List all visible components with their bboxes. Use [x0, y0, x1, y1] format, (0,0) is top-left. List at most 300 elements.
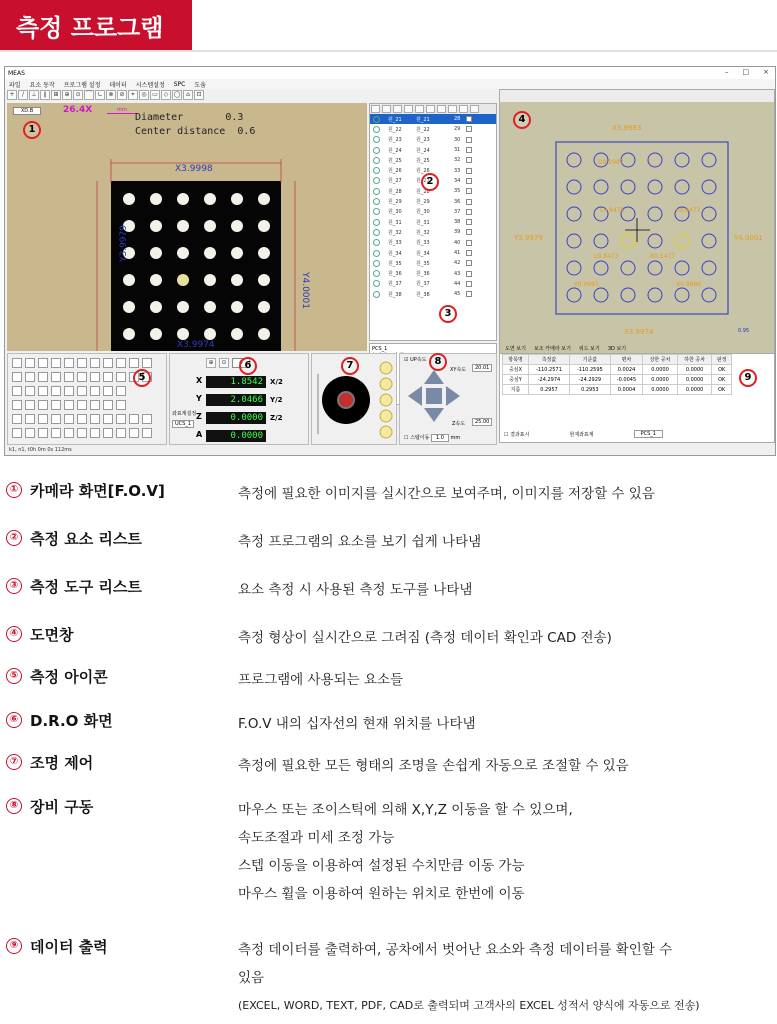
fov-hole [123, 193, 135, 205]
measurement-tool-icon[interactable] [116, 386, 126, 396]
measurement-tool-icon[interactable] [38, 372, 48, 382]
data-output-panel [499, 353, 775, 443]
toolbar-tool-icon[interactable]: ◇ [161, 90, 171, 100]
toolbar-tool-icon[interactable]: ⊘ [117, 90, 127, 100]
element-checkbox[interactable] [466, 219, 472, 225]
step-value-input[interactable]: 1.0 [431, 434, 449, 442]
fov-hole [204, 193, 216, 205]
measurement-tool-icon[interactable] [142, 428, 152, 438]
measurement-tool-icon[interactable] [77, 428, 87, 438]
element-number: 37 [454, 208, 461, 215]
element-ref: 원_29 [416, 199, 430, 206]
table-cell: 0.0000 [677, 385, 712, 395]
fov-hole [231, 247, 243, 259]
cad-label-1: D0.2987 [598, 159, 624, 166]
dro-a-value: 0.0000 [206, 430, 266, 442]
cad-hole [648, 153, 662, 167]
xy-field[interactable]: XD.B [13, 107, 41, 115]
fov-hole [258, 220, 270, 232]
measurement-tool-icon[interactable] [77, 400, 87, 410]
toolbar-tool-icon[interactable]: ⌖ [128, 90, 138, 100]
measurement-tool-icon[interactable] [38, 428, 48, 438]
element-number: 44 [454, 280, 461, 287]
toolbar-tool-icon[interactable]: ⌂ [183, 90, 193, 100]
maximize-button[interactable]: □ [742, 68, 750, 76]
element-ref: 원_36 [416, 271, 430, 278]
circle-icon [373, 116, 380, 123]
toolbar-tool-icon[interactable]: ▭ [150, 90, 160, 100]
measurement-tool-icon[interactable] [25, 414, 35, 424]
measurement-tool-icon[interactable] [64, 400, 74, 410]
table-cell: 0.0000 [677, 365, 712, 375]
legend-note: (EXCEL, WORD, TEXT, PDF, CAD로 출력되며 고객사의 EXCEL 성적서 양식에 자동으로 전송) [238, 999, 700, 1012]
table-cell: 중심X [503, 365, 529, 375]
element-number: 32 [454, 157, 461, 164]
element-checkbox[interactable] [466, 116, 472, 122]
minimize-button[interactable]: – [725, 68, 729, 76]
element-ref: 원_32 [416, 229, 430, 236]
element-checkbox[interactable] [466, 188, 472, 194]
column-header: 편차 [610, 355, 642, 365]
measurement-tool-icon[interactable] [25, 400, 35, 410]
measurement-tool-icon[interactable] [25, 386, 35, 396]
element-name: 원_26 [388, 168, 402, 175]
step-unit: mm [450, 435, 461, 441]
element-list[interactable] [369, 103, 497, 341]
element-row[interactable] [370, 258, 496, 268]
measurement-tool-icon[interactable] [64, 358, 74, 368]
cad-drawing [500, 90, 775, 346]
table-cell: -24.2974 [529, 375, 570, 385]
legend-number: ④ [6, 626, 22, 642]
marker-3: 3 [439, 305, 457, 323]
fov-hole [150, 247, 162, 259]
measurement-tool-icon[interactable] [12, 400, 22, 410]
title-bar [5, 67, 775, 79]
measurement-tool-icon[interactable] [38, 386, 48, 396]
element-row[interactable] [370, 155, 496, 165]
table-row[interactable] [503, 375, 732, 385]
element-number: 38 [454, 219, 461, 226]
fov-hole [123, 301, 135, 313]
xy-speed-input[interactable]: 20.01 [472, 364, 492, 372]
element-checkbox[interactable] [466, 137, 472, 143]
measurement-tool-icon[interactable] [12, 428, 22, 438]
legend-desc-line: 요소 측정 시 사용된 측정 도구를 나타냄 [238, 582, 473, 598]
legend-description [238, 752, 629, 780]
measurement-tool-icon[interactable] [116, 358, 126, 368]
element-tool-icon[interactable] [371, 105, 380, 113]
toolbar-tool-icon[interactable]: ◎ [139, 90, 149, 100]
cad-label-2: L0.8475 [600, 207, 625, 214]
fov-hole [204, 301, 216, 313]
direction-pad[interactable] [404, 366, 467, 426]
element-number: 43 [454, 270, 461, 277]
cad-hole [648, 234, 662, 248]
element-checkbox[interactable] [466, 199, 472, 205]
dro-half-z-button[interactable]: Z/2 [270, 414, 283, 422]
element-row[interactable] [370, 217, 496, 227]
dro-z-value: 0.0000 [206, 412, 266, 424]
legend-title: 데이터 출력 [30, 938, 108, 956]
table-row[interactable] [503, 385, 732, 395]
table-cell: 0.0000 [643, 385, 678, 395]
toolbar-tool-icon[interactable]: ⊞ [51, 90, 61, 100]
dro-half-y-button[interactable]: Y/2 [270, 396, 283, 404]
element-row[interactable] [370, 227, 496, 237]
toolbar-tool-icon[interactable]: ⊥ [29, 90, 39, 100]
cad-tab-1[interactable]: 보조 카메라 보기 [533, 346, 571, 352]
z-speed-input[interactable]: 25.00 [472, 418, 492, 426]
table-row[interactable] [503, 365, 732, 375]
toolbar-tool-icon[interactable]: ⊡ [194, 90, 204, 100]
element-name: 원_38 [388, 291, 402, 298]
measurement-tool-icon[interactable] [38, 414, 48, 424]
circle-icon [373, 260, 380, 267]
element-name: 원_28 [388, 188, 402, 195]
dro-a-label: A [196, 430, 203, 439]
column-header: 측정값 [529, 355, 570, 365]
element-tool-icon[interactable] [426, 105, 435, 113]
legend-number: ⑥ [6, 712, 22, 728]
cad-hole [648, 180, 662, 194]
element-name: 원_37 [388, 281, 402, 288]
element-checkbox[interactable] [466, 260, 472, 266]
element-name: 원_22 [388, 126, 402, 133]
measurement-tool-icon[interactable] [77, 372, 87, 382]
table-cell: -110.2571 [529, 365, 570, 375]
fov-hole [258, 301, 270, 313]
legend-description [238, 666, 403, 694]
measurement-tool-icon[interactable] [116, 414, 126, 424]
measurement-tool-icon[interactable] [12, 358, 22, 368]
element-checkbox[interactable] [466, 209, 472, 215]
element-number: 40 [454, 239, 461, 246]
legend-desc-line: 측정에 필요한 모든 형태의 조명을 손쉽게 자동으로 조절할 수 있음 [238, 758, 629, 774]
element-row[interactable] [370, 135, 496, 145]
column-header: 판정 [712, 355, 732, 365]
element-tool-icon[interactable] [459, 105, 468, 113]
cad-top-dim: X3.9983 [612, 124, 642, 132]
element-tool-icon[interactable] [470, 105, 479, 113]
measurement-tool-icon[interactable] [64, 386, 74, 396]
legend-description [238, 936, 700, 1020]
fov-hole [150, 328, 162, 340]
menu-item-6[interactable]: 도움 [194, 81, 206, 89]
fov-overlay [7, 103, 367, 351]
measurement-tool-icon[interactable] [12, 372, 22, 382]
dro-reset-button[interactable]: ⊙ [219, 358, 229, 368]
legend-number: ① [6, 482, 22, 498]
element-ref: 원_35 [416, 260, 430, 267]
marker-4: 4 [513, 111, 531, 129]
dro-coord-label: 좌표계설정 [172, 411, 197, 417]
element-row[interactable] [370, 196, 496, 206]
camera-view[interactable] [7, 103, 367, 351]
measurement-tool-icon[interactable] [103, 358, 113, 368]
toolbar-tool-icon[interactable]: / [18, 90, 28, 100]
table-cell: 0.0000 [677, 375, 712, 385]
element-ref: 원_30 [416, 209, 430, 216]
measurement-tool-icon[interactable] [12, 386, 22, 396]
fov-hole [177, 247, 189, 259]
measurement-tool-icon[interactable] [103, 428, 113, 438]
dro-z-label: Z [196, 412, 202, 421]
toolbar-tool-icon[interactable]: ⊙ [73, 90, 83, 100]
circle-icon [373, 177, 380, 184]
fov-hole [150, 274, 162, 286]
element-name: 원_35 [388, 260, 402, 267]
fov-hole [231, 220, 243, 232]
measurement-tool-icon[interactable] [25, 428, 35, 438]
menu-item-1[interactable]: 요소 동작 [29, 81, 55, 89]
fov-hole [258, 247, 270, 259]
element-number: 31 [454, 147, 461, 154]
element-row[interactable] [370, 268, 496, 278]
cad-label-5: R0.5477 [650, 253, 676, 260]
dro-y-label: Y [196, 394, 202, 403]
toolbar-tool-icon[interactable]: + [7, 90, 17, 100]
legend-number: ⑧ [6, 798, 22, 814]
dro-step-select[interactable]: 4 [232, 358, 250, 368]
legend-description [238, 528, 481, 556]
toolbar-tool-icon[interactable]: ∟ [95, 90, 105, 100]
legend-description [238, 796, 573, 908]
element-row[interactable] [370, 238, 496, 248]
element-row[interactable] [370, 279, 496, 289]
menu-bar [5, 79, 775, 89]
dro-half-x-button[interactable]: X/2 [270, 378, 283, 386]
measurement-tool-icon[interactable] [51, 358, 61, 368]
toolbar-tool-icon[interactable]: ⊕ [62, 90, 72, 100]
dro-coord-select[interactable]: UCS_1 [172, 420, 194, 428]
fov-hole [177, 328, 189, 340]
measurement-tool-icon[interactable] [142, 358, 152, 368]
fov-hole [177, 301, 189, 313]
legend-number: ⑦ [6, 754, 22, 770]
element-tool-icon[interactable] [382, 105, 391, 113]
menu-item-3[interactable]: 데이터 [109, 81, 127, 89]
dro-mode-button[interactable]: ⊕ [206, 358, 216, 368]
measurement-tool-icon[interactable] [12, 414, 22, 424]
legend-title: 장비 구동 [30, 798, 94, 816]
cad-hole [567, 153, 581, 167]
menu-item-5[interactable]: SPC [173, 80, 186, 88]
measurement-tool-icon[interactable] [90, 358, 100, 368]
cad-hole [621, 288, 635, 302]
close-button[interactable]: × [763, 68, 769, 76]
menu-item-0[interactable]: 파일 [9, 81, 21, 89]
legend-title: 측정 아이콘 [30, 668, 108, 686]
up-speed-checkbox[interactable]: ☑ UP속도 [404, 357, 427, 363]
measurement-tool-icon[interactable] [103, 414, 113, 424]
data-table [502, 354, 732, 395]
tool-list-pcs[interactable]: PCS_1 [372, 346, 388, 352]
toolbar-tool-icon[interactable]: ⌒ [85, 91, 92, 98]
measurement-tool-icon[interactable] [77, 358, 87, 368]
cad-hole [621, 261, 635, 275]
element-ref: 원_28 [416, 188, 430, 195]
measurement-tool-icon[interactable] [129, 414, 139, 424]
measurement-tool-icon[interactable] [90, 428, 100, 438]
circle-icon [373, 157, 380, 164]
measurement-tool-icon[interactable] [77, 386, 87, 396]
element-row[interactable] [370, 145, 496, 155]
circle-icon [373, 219, 380, 226]
menu-item-4[interactable]: 시스템설정 [135, 81, 165, 89]
table-cell: 0.0000 [643, 375, 678, 385]
fov-hole [177, 220, 189, 232]
measurement-tool-icon[interactable] [64, 428, 74, 438]
circle-icon [373, 250, 380, 257]
result-display-checkbox[interactable]: ☐ 결과표시 [504, 431, 530, 438]
table-cell: 0.0004 [610, 385, 642, 395]
table-cell: -110.2595 [569, 365, 610, 375]
fov-left-dim: Y3.9979 [119, 225, 129, 262]
element-number: 30 [454, 136, 461, 143]
cad-hole [675, 180, 689, 194]
step-move-checkbox[interactable]: ☐ 스텝이동 1.0 mm [404, 435, 461, 441]
element-ref: 원_38 [416, 291, 430, 298]
measurement-tool-icon[interactable] [116, 428, 126, 438]
measurement-tool-icon[interactable] [51, 386, 61, 396]
measurement-tool-icon[interactable] [51, 372, 61, 382]
legend-number: ③ [6, 578, 22, 594]
fov-hole [150, 301, 162, 313]
measurement-tool-icon[interactable] [90, 400, 100, 410]
coord-select[interactable]: PCS_1 [634, 430, 663, 438]
element-checkbox[interactable] [466, 147, 472, 153]
measurement-tool-icon[interactable] [129, 358, 139, 368]
measurement-tool-icon[interactable] [116, 400, 126, 410]
measurement-tool-icon[interactable] [77, 414, 87, 424]
fov-hole [258, 193, 270, 205]
dro-y-value: 2.0466 [206, 394, 266, 406]
legend-title: 측정 도구 리스트 [30, 578, 142, 596]
toolbar-tool-icon[interactable]: ◯ [173, 91, 181, 98]
element-name: 원_21 [388, 116, 402, 123]
diameter-value: 0.3 [225, 112, 244, 123]
element-tool-icon[interactable] [448, 105, 457, 113]
fov-hole [150, 193, 162, 205]
measurement-tool-icon[interactable] [38, 358, 48, 368]
measurement-tool-icon[interactable] [25, 372, 35, 382]
element-name: 원_23 [388, 137, 402, 144]
legend-description [238, 624, 612, 652]
element-row[interactable] [370, 248, 496, 258]
measurement-tool-icon[interactable] [64, 372, 74, 382]
measurement-tool-icon[interactable] [51, 400, 61, 410]
cad-tab-0[interactable]: 도면 보기 [505, 346, 526, 352]
measurement-tool-icon[interactable] [103, 386, 113, 396]
measurement-tool-icon[interactable] [38, 400, 48, 410]
measurement-tool-icon[interactable] [90, 372, 100, 382]
element-checkbox[interactable] [466, 281, 472, 287]
element-number: 42 [454, 260, 461, 267]
marker-9: 9 [739, 369, 757, 387]
element-row[interactable] [370, 124, 496, 134]
element-checkbox[interactable] [466, 291, 472, 297]
measurement-tool-icon[interactable] [51, 414, 61, 424]
measurement-tool-icon[interactable] [25, 358, 35, 368]
cad-bottom-dim: X3.9974 [624, 328, 654, 336]
fov-hole [231, 328, 243, 340]
cad-hole [567, 180, 581, 194]
legend-desc-line: 측정 형상이 실시간으로 그려짐 (측정 데이터 확인과 CAD 전송) [238, 630, 612, 646]
circle-icon [373, 229, 380, 236]
element-checkbox[interactable] [466, 157, 472, 163]
legend-title: 도면창 [30, 626, 74, 644]
cad-tab-2[interactable]: 위드 보기 [578, 346, 600, 352]
element-row[interactable] [370, 114, 496, 124]
element-row[interactable] [370, 289, 496, 299]
result-display-label: 결과표시 [510, 431, 530, 438]
measurement-tool-icon[interactable] [142, 414, 152, 424]
menu-item-2[interactable]: 프로그램 설정 [63, 81, 101, 89]
element-checkbox[interactable] [466, 240, 472, 246]
toolbar-tool-icon[interactable]: ⊗ [106, 90, 116, 100]
element-checkbox[interactable] [466, 126, 472, 132]
measurement-tool-icon[interactable] [51, 428, 61, 438]
element-name: 원_25 [388, 157, 402, 164]
table-cell: 0.2957 [529, 385, 570, 395]
cad-hole [702, 207, 716, 221]
element-checkbox[interactable] [466, 168, 472, 174]
element-checkbox[interactable] [466, 178, 472, 184]
cad-view[interactable] [499, 89, 775, 369]
fov-hole [231, 301, 243, 313]
element-checkbox[interactable] [466, 271, 472, 277]
element-checkbox[interactable] [466, 250, 472, 256]
element-number: 35 [454, 188, 461, 195]
element-ref: 원_34 [416, 250, 430, 257]
cad-hole [702, 261, 716, 275]
circle-icon [373, 198, 380, 205]
measurement-tool-icon[interactable] [90, 414, 100, 424]
element-ref: 원_26 [416, 168, 430, 175]
element-tool-icon[interactable] [393, 105, 402, 113]
legend-desc-line: 측정 프로그램의 요소를 보기 쉽게 나타냄 [238, 534, 482, 550]
legend-number: ⑨ [6, 938, 22, 954]
legend-title: 조명 제어 [30, 754, 94, 772]
measurement-tool-icon[interactable] [103, 372, 113, 382]
cad-hole [702, 180, 716, 194]
element-ref: 원_21 [416, 116, 430, 123]
legend-desc-line: 마우스 휠을 이용하여 원하는 위치로 한번에 이동 [238, 886, 525, 902]
cad-label-6: Y0.9993 [574, 281, 599, 288]
cad-hole [675, 153, 689, 167]
cad-tab-3[interactable]: 3D 보기 [607, 346, 627, 352]
measurement-tool-icon[interactable] [64, 414, 74, 424]
element-row[interactable] [370, 207, 496, 217]
element-name: 원_30 [388, 209, 402, 216]
element-tool-icon[interactable] [404, 105, 413, 113]
fov-right-dim: Y4.0001 [300, 272, 310, 309]
element-tool-icon[interactable] [415, 105, 424, 113]
element-checkbox[interactable] [466, 229, 472, 235]
fov-hole [231, 193, 243, 205]
cad-hole [648, 288, 662, 302]
toolbar-tool-icon[interactable]: ∥ [40, 90, 50, 100]
cad-hole [648, 207, 662, 221]
measurement-tool-icon[interactable] [116, 372, 126, 382]
element-tool-icon[interactable] [437, 105, 446, 113]
cad-hole [594, 180, 608, 194]
legend-title: 카메라 화면[F.O.V] [30, 482, 165, 500]
measurement-tool-icon[interactable] [90, 386, 100, 396]
measurement-tool-icon[interactable] [129, 428, 139, 438]
measurement-tool-icon[interactable] [103, 400, 113, 410]
